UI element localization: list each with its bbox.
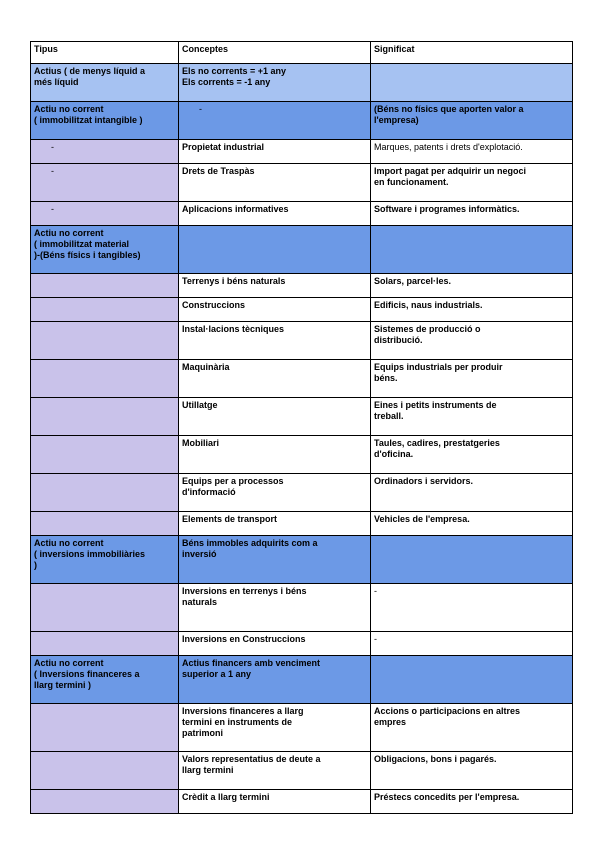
tipus-cell: -	[31, 164, 179, 202]
table-header-row	[31, 42, 573, 64]
header-tipus: Tipus	[31, 42, 179, 64]
tipus-cell	[31, 704, 179, 752]
significat-cell: Obligacions, bons i pagarés.	[371, 752, 573, 790]
table-row	[31, 704, 573, 752]
conceptes-cell: Els no corrents = +1 any Els corrents = -1 any	[179, 64, 371, 102]
conceptes-cell: -	[179, 102, 371, 140]
conceptes-cell: Drets de Traspàs	[179, 164, 371, 202]
significat-cell	[371, 64, 573, 102]
significat-cell: Import pagat per adquirir un negoci en funcionament.	[371, 164, 573, 202]
conceptes-cell: Mobiliari	[179, 436, 371, 474]
conceptes-cell: Elements de transport	[179, 512, 371, 536]
tipus-cell: Actiu no corrent ( inversions immobiliàries )	[31, 536, 179, 584]
table-row	[31, 436, 573, 474]
tipus-cell	[31, 584, 179, 632]
tipus-cell	[31, 752, 179, 790]
conceptes-cell: Equips per a processos d'informació	[179, 474, 371, 512]
tipus-cell	[31, 398, 179, 436]
conceptes-cell: Inversions financeres a llarg termini en instruments de patrimoni	[179, 704, 371, 752]
tipus-cell	[31, 274, 179, 298]
significat-cell	[371, 226, 573, 274]
significat-cell: (Béns no físics que aporten valor a l'empresa)	[371, 102, 573, 140]
conceptes-cell	[179, 226, 371, 274]
tipus-cell	[31, 298, 179, 322]
significat-cell: Equips industrials per produir béns.	[371, 360, 573, 398]
significat-cell: Edificis, naus industrials.	[371, 298, 573, 322]
tipus-cell	[31, 474, 179, 512]
table-row	[31, 226, 573, 274]
conceptes-cell: Construccions	[179, 298, 371, 322]
tipus-cell: Actiu no corrent ( immobilitzat intangible )	[31, 102, 179, 140]
table-row	[31, 102, 573, 140]
significat-cell: Préstecs concedits per l'empresa.	[371, 790, 573, 814]
tipus-cell	[31, 512, 179, 536]
significat-cell: Accions o participacions en altres empres	[371, 704, 573, 752]
conceptes-cell: Terrenys i béns naturals	[179, 274, 371, 298]
significat-cell: Taules, cadires, prestatgeries d'oficina.	[371, 436, 573, 474]
conceptes-cell: Inversions en Construccions	[179, 632, 371, 656]
conceptes-cell: Utillatge	[179, 398, 371, 436]
conceptes-cell: Actius financers amb venciment superior a 1 any	[179, 656, 371, 704]
table-row	[31, 298, 573, 322]
table-row	[31, 536, 573, 584]
table-row	[31, 632, 573, 656]
tipus-cell	[31, 360, 179, 398]
table-row	[31, 656, 573, 704]
header-conceptes: Conceptes	[179, 42, 371, 64]
table-row	[31, 322, 573, 360]
table-row	[31, 398, 573, 436]
table-row	[31, 202, 573, 226]
significat-cell: Solars, parcel·les.	[371, 274, 573, 298]
table-row	[31, 140, 573, 164]
conceptes-cell: Béns immobles adquirits com a inversió	[179, 536, 371, 584]
tipus-cell: Actiu no corrent ( Inversions financeres a llarg termini )	[31, 656, 179, 704]
conceptes-cell: Crèdit a llarg termini	[179, 790, 371, 814]
significat-cell: -	[371, 632, 573, 656]
significat-cell: Marques, patents i drets d'explotació.	[371, 140, 573, 164]
tipus-cell	[31, 632, 179, 656]
concepts-table	[30, 41, 573, 814]
tipus-cell: Actiu no corrent ( immobilitzat material )-(Béns físics i tangibles)	[31, 226, 179, 274]
significat-cell: Software i programes informàtics.	[371, 202, 573, 226]
conceptes-cell: Instal·lacions tècniques	[179, 322, 371, 360]
table-row	[31, 790, 573, 814]
tipus-cell: -	[31, 140, 179, 164]
significat-cell: Eines i petits instruments de treball.	[371, 398, 573, 436]
significat-cell: -	[371, 584, 573, 632]
table-row	[31, 164, 573, 202]
table-row	[31, 64, 573, 102]
significat-cell	[371, 536, 573, 584]
tipus-cell	[31, 322, 179, 360]
tipus-cell	[31, 790, 179, 814]
tipus-cell	[31, 436, 179, 474]
significat-cell: Vehicles de l'empresa.	[371, 512, 573, 536]
tipus-cell: -	[31, 202, 179, 226]
conceptes-cell: Valors representatius de deute a llarg termini	[179, 752, 371, 790]
tipus-cell: Actius ( de menys líquid a més líquid	[31, 64, 179, 102]
significat-cell	[371, 656, 573, 704]
conceptes-cell: Maquinària	[179, 360, 371, 398]
table-row	[31, 360, 573, 398]
table-row	[31, 474, 573, 512]
conceptes-cell: Propietat industrial	[179, 140, 371, 164]
table-row	[31, 512, 573, 536]
conceptes-cell: Inversions en terrenys i béns naturals	[179, 584, 371, 632]
header-significat: Significat	[371, 42, 573, 64]
table-row	[31, 752, 573, 790]
significat-cell: Sistemes de producció o distribució.	[371, 322, 573, 360]
table-row	[31, 274, 573, 298]
table-row	[31, 584, 573, 632]
significat-cell: Ordinadors i servidors.	[371, 474, 573, 512]
conceptes-cell: Aplicacions informatives	[179, 202, 371, 226]
